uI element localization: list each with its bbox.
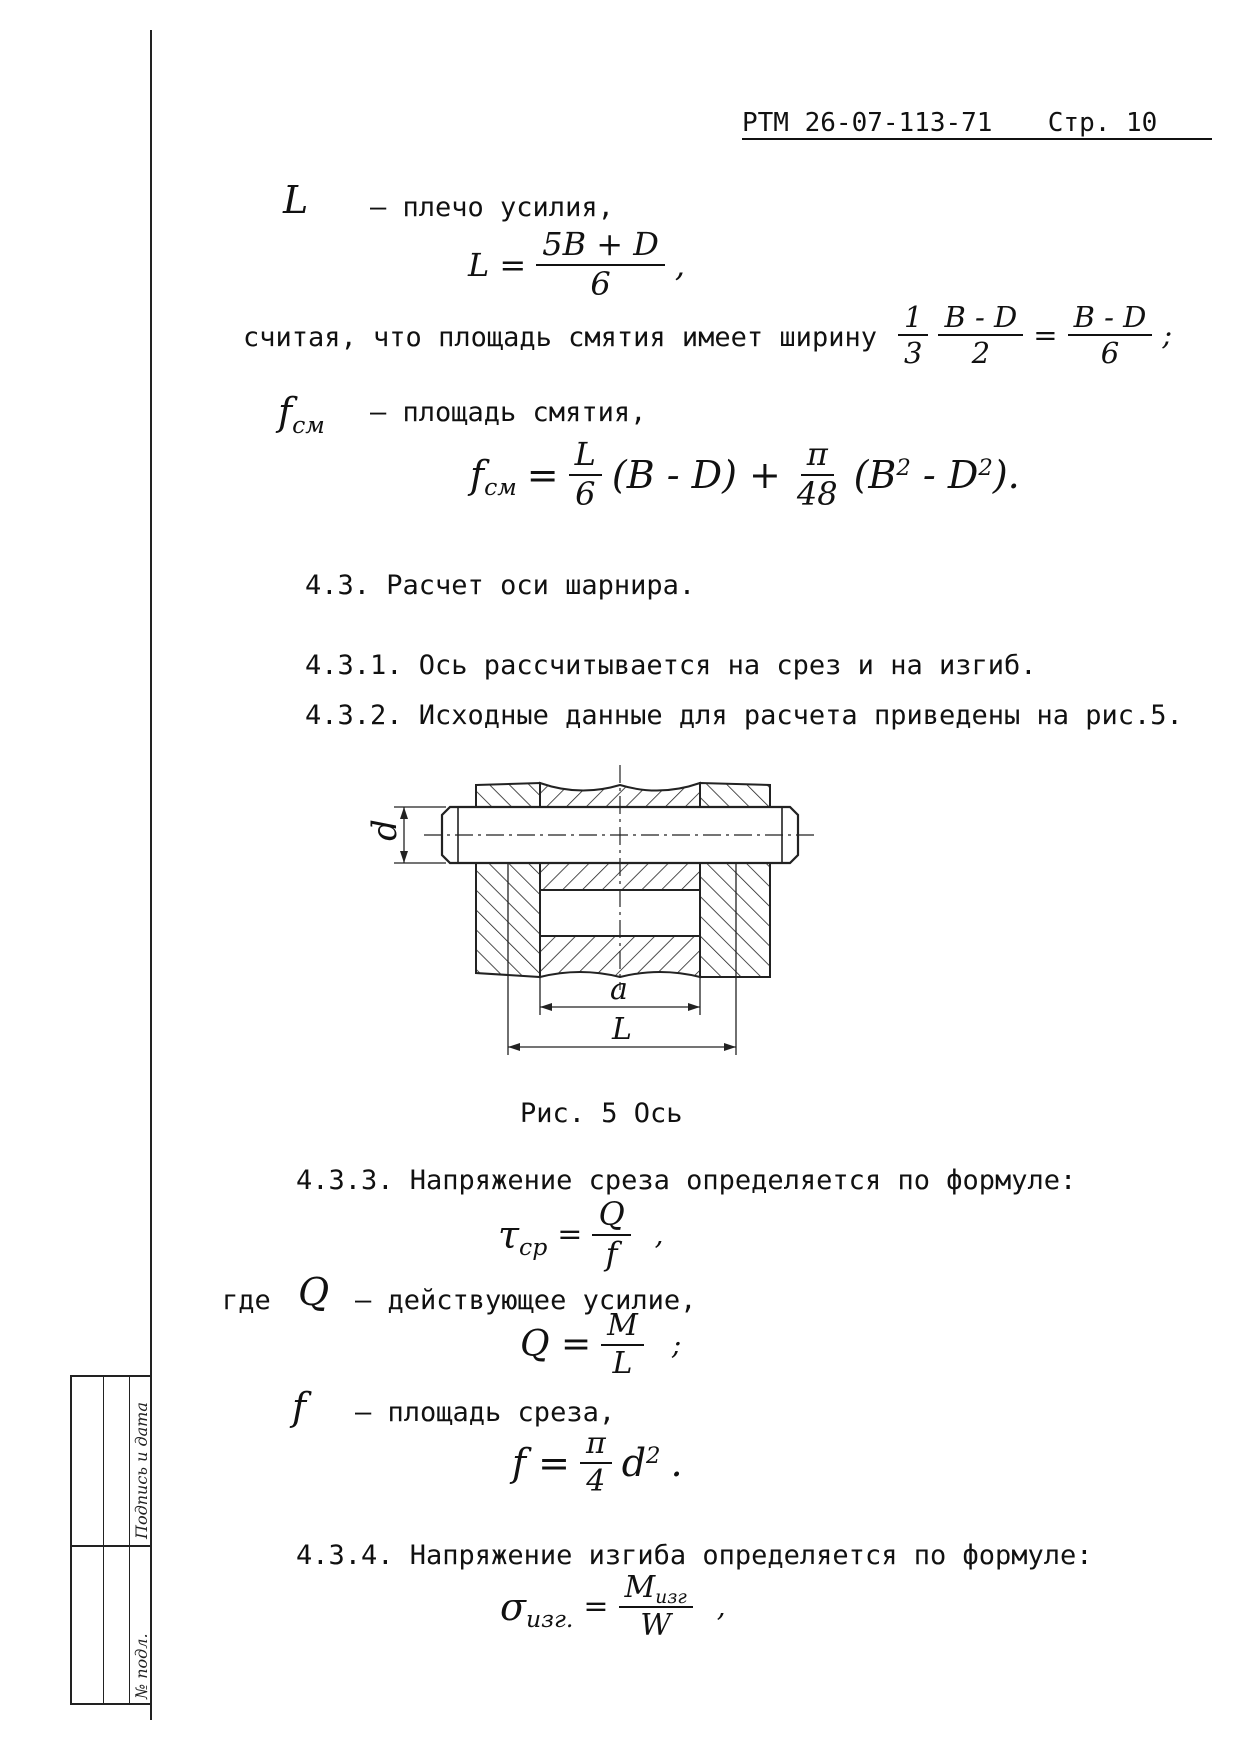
section-4-3-3: 4.3.3. Напряжение среза определяется по формуле: bbox=[296, 1165, 1077, 1196]
l-fraction: $\frac{5B + D}{6}$ bbox=[536, 228, 665, 301]
stamp-original-no: № подл. bbox=[132, 1633, 151, 1699]
section-4-3: 4.3. Расчет оси шарнира. bbox=[305, 570, 696, 601]
figure-label-a: a bbox=[610, 972, 628, 1007]
section-4-3-1: 4.3.1. Ось рассчитывается на срез и на изгиб. bbox=[305, 650, 1037, 681]
l-symbol: L bbox=[283, 178, 309, 222]
l-description: – плечо усилия, bbox=[370, 192, 614, 223]
document-header bbox=[742, 108, 1212, 140]
fcm-symbol: fсм bbox=[278, 390, 325, 439]
figure-label-L: L bbox=[612, 1012, 632, 1047]
f-description: – площадь среза, bbox=[355, 1397, 616, 1428]
margin-stamp bbox=[70, 1375, 152, 1705]
where-label: где bbox=[222, 1285, 271, 1316]
fcm-formula: fсм = $\frac{L}{6}$ (B - D) + $\frac{\pi}{48}$ $(B^2 - D^2)$. bbox=[470, 435, 1020, 513]
f-formula: f = $\frac{\pi}{4}$ $d^2$ . bbox=[512, 1426, 683, 1499]
section-4-3-2: 4.3.2. Исходные данные для расчета приведены на рис.5. bbox=[305, 700, 1183, 731]
q-formula: Q = $\frac{M}{L}$ ; bbox=[520, 1308, 682, 1381]
axle-figure bbox=[380, 755, 840, 1075]
q-description: – действующее усилие, bbox=[355, 1285, 697, 1316]
stamp-signature-date: Подпись и дата bbox=[132, 1402, 151, 1539]
section-4-3-4: 4.3.4. Напряжение изгиба определяется по формуле: bbox=[296, 1540, 1093, 1571]
page-number: Стр. 10 bbox=[1047, 108, 1158, 138]
l-formula: L = $\frac{5B + D}{6}$ , bbox=[468, 225, 686, 303]
sigma-formula: σизг. = $\frac{\text{Mизг}}{W}$ , bbox=[500, 1570, 726, 1643]
condition-text: считая, что площадь смятия имеет ширину bbox=[243, 322, 877, 353]
condition-formula: $\frac{1}{3}$ $\frac{B - D}{2}$ = $\frac{B - D}{6}$ ; bbox=[898, 302, 1172, 369]
f-symbol: f bbox=[292, 1385, 307, 1429]
q-symbol: Q bbox=[298, 1270, 330, 1314]
doc-code: РТМ 26-07-113-71 bbox=[742, 108, 993, 138]
figure-caption: Рис. 5 Ось bbox=[520, 1098, 683, 1129]
figure-label-d: d bbox=[364, 819, 405, 841]
fcm-description: – площадь смятия, bbox=[370, 397, 647, 428]
tau-formula: τср = $\frac{Q}{f}$ , bbox=[498, 1195, 664, 1273]
